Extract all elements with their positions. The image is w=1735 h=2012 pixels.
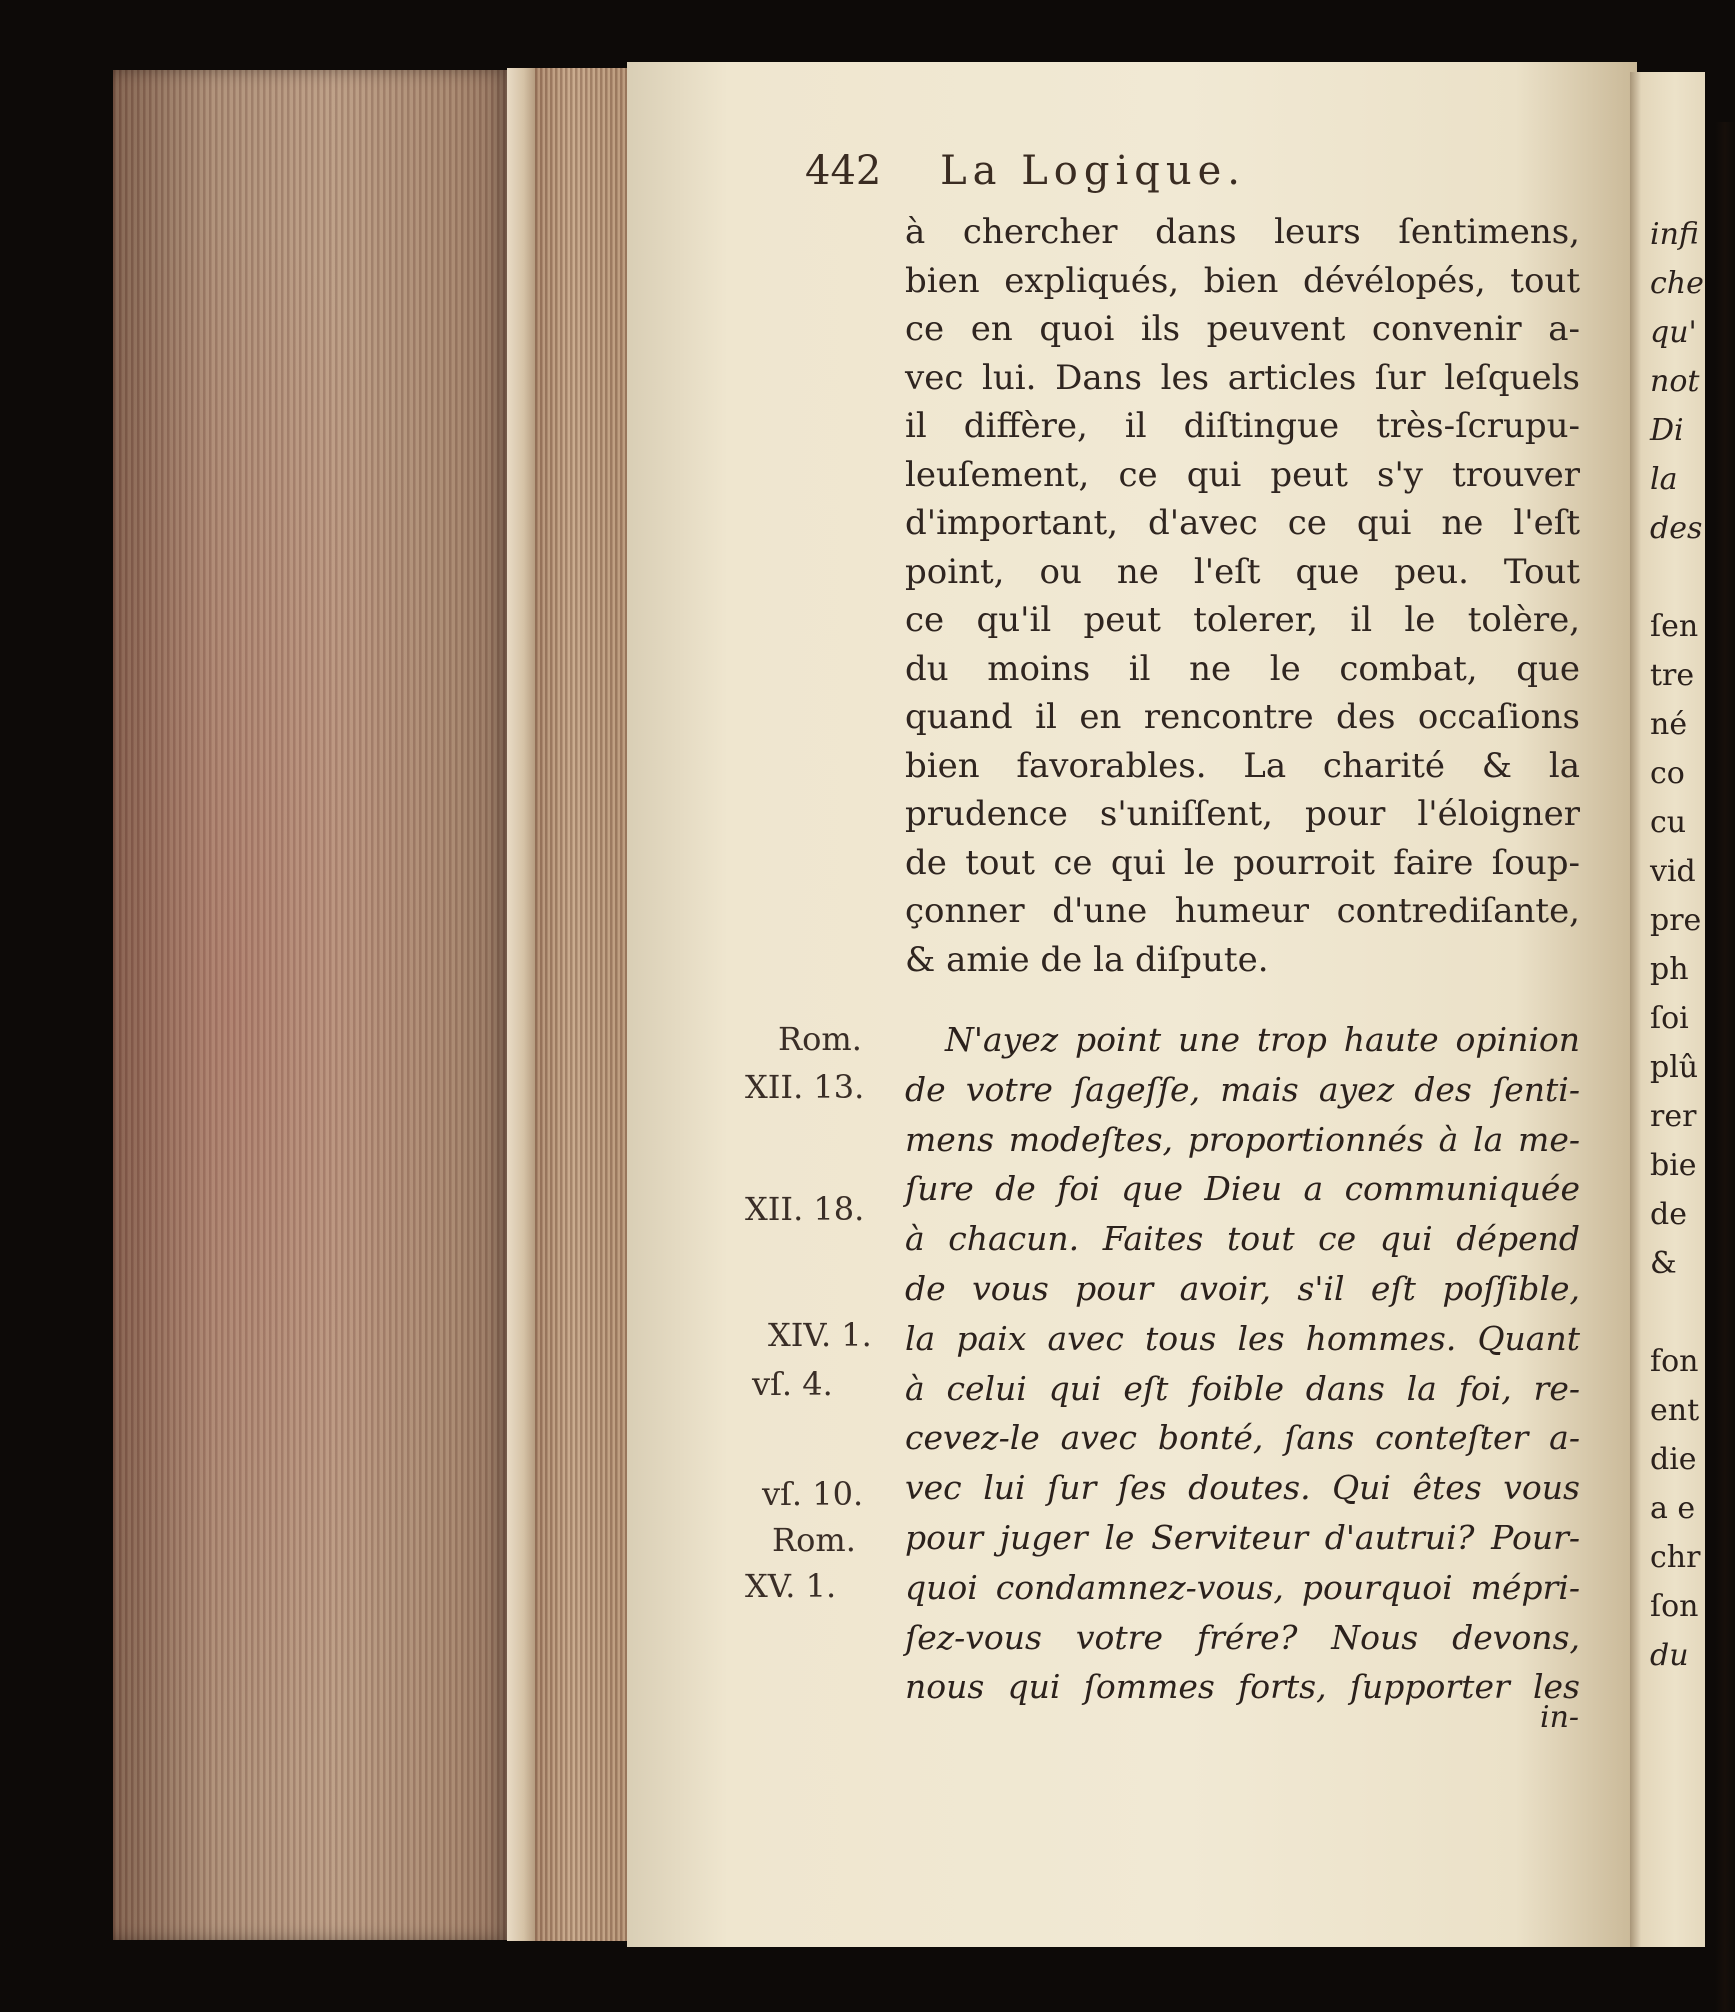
facing-fragment: plû — [1650, 1050, 1699, 1085]
quote-line: vec lui ſur ſes doutes. Qui êtes vous — [905, 1468, 1580, 1508]
quote-line: la paix avec tous les hommes. Quant — [905, 1318, 1580, 1358]
facing-fragment: la — [1650, 462, 1678, 497]
facing-fragment: die — [1650, 1442, 1697, 1477]
facing-fragment: not — [1650, 364, 1700, 399]
body-line: ce qu'il peut tolerer, il le tolère, — [905, 600, 1580, 640]
body-line: du moins il ne le combat, que — [905, 648, 1580, 689]
facing-fragment: rer — [1650, 1099, 1697, 1134]
body-line: leuſement, ce qui peut s'y trouver — [905, 454, 1580, 495]
facing-spacer — [1650, 1288, 1710, 1337]
page-block-edge — [113, 70, 513, 1940]
margin-note: XII. 13. — [745, 1068, 865, 1106]
facing-fragment: ſoi — [1650, 1001, 1689, 1036]
scripture-quote — [905, 1015, 1580, 1712]
margin-note: XIV. 1. — [768, 1316, 872, 1354]
body-line: bien favorables. La charité & la — [905, 745, 1580, 786]
body-line: quand il en rencontre des occaſions — [905, 697, 1580, 737]
facing-fragment: fon — [1650, 1344, 1699, 1379]
facing-fragment: ſen — [1650, 609, 1699, 644]
facing-fragment: che — [1650, 266, 1704, 301]
page-edge-inner — [535, 68, 627, 1941]
margin-note: XII. 18. — [745, 1190, 865, 1228]
facing-fragment: ſon — [1650, 1589, 1699, 1624]
facing-fragment: né — [1650, 707, 1688, 742]
margin-note: Rom. — [778, 1020, 862, 1058]
running-head — [805, 148, 1585, 194]
body-paragraph — [905, 208, 1580, 984]
facing-fragment: des — [1650, 511, 1703, 546]
facing-fragment: infi — [1650, 217, 1699, 252]
quote-line: à celui qui eſt foible dans la foi, re- — [905, 1368, 1580, 1408]
body-line: point, ou ne l'eſt que peu. Tout — [905, 551, 1580, 592]
body-line: de tout ce qui le pourroit faire ſoup- — [905, 842, 1580, 883]
facing-fragment: Di — [1650, 413, 1684, 448]
quote-line: à chacun. Faites tout ce qui dépend — [905, 1219, 1580, 1259]
facing-page-text — [1650, 210, 1710, 1680]
body-line: prudence s'uniſſent, pour l'éloigner — [905, 794, 1580, 834]
quote-line: cevez-le avec bonté, ſans conteſter a- — [905, 1418, 1580, 1458]
facing-fragment: tre — [1650, 658, 1695, 693]
facing-fragment: bie — [1650, 1148, 1697, 1183]
quote-line: mens modeſtes, proportionnés à la me- — [905, 1119, 1580, 1159]
facing-fragment: cu — [1650, 805, 1687, 840]
quote-line: ſez-vous votre frére? Nous devons, — [905, 1617, 1580, 1657]
facing-fragment: pre — [1650, 903, 1702, 938]
quote-line: ſure de foi que Dieu a communiquée — [905, 1169, 1580, 1209]
facing-fragment: ent — [1650, 1393, 1700, 1428]
body-line: çonner d'une humeur contrediſante, — [905, 891, 1580, 931]
quote-line: quoi condamnez-vous, pourquoi mépri- — [905, 1567, 1580, 1607]
running-title: La Logique. — [940, 148, 1246, 194]
gutter-shadow — [1715, 122, 1735, 2012]
margin-note: vſ. 10. — [762, 1475, 864, 1513]
facing-fragment: a e — [1650, 1491, 1696, 1526]
facing-fragment: de — [1650, 1197, 1687, 1232]
page-number: 442 — [805, 148, 882, 194]
body-line: bien expliqués, bien dévélopés, tout — [905, 260, 1580, 301]
facing-spacer — [1650, 553, 1710, 602]
facing-fragment: & — [1650, 1246, 1677, 1281]
body-line: & amie de la diſpute. — [905, 939, 1269, 980]
margin-note: Rom. — [772, 1521, 856, 1559]
catchword: in- — [1540, 1700, 1580, 1735]
body-line: il diffère, il diſtingue très-ſcrupu- — [905, 406, 1580, 446]
margin-note: XV. 1. — [745, 1567, 837, 1605]
page-edge-stain — [113, 70, 513, 1940]
facing-fragment: chr — [1650, 1540, 1701, 1575]
quote-line: N'ayez point une trop haute opinion — [945, 1020, 1580, 1059]
margin-note: vſ. 4. — [752, 1365, 833, 1403]
facing-fragment: vid — [1650, 854, 1696, 889]
facing-fragment: qu' — [1650, 315, 1697, 350]
quote-line: pour juger le Serviteur d'autrui? Pour- — [905, 1517, 1580, 1557]
quote-line: nous qui ſommes forts, ſupporter les — [905, 1667, 1580, 1707]
quote-line: de vous pour avoir, s'il eſt poſſible, — [905, 1268, 1580, 1308]
page-edge-highlight — [507, 68, 535, 1941]
quote-line: de votre ſageſſe, mais ayez des ſenti- — [905, 1069, 1580, 1109]
body-line: à chercher dans leurs ſentimens, — [905, 212, 1580, 252]
body-line: vec lui. Dans les articles ſur leſquels — [905, 357, 1580, 398]
facing-fragment: co — [1650, 756, 1685, 791]
facing-fragment: ph — [1650, 952, 1689, 987]
body-line: ce en quoi ils peuvent convenir a- — [905, 309, 1580, 349]
facing-fragment: du — [1650, 1638, 1689, 1673]
body-line: d'important, d'avec ce qui ne l'eſt — [905, 503, 1580, 543]
